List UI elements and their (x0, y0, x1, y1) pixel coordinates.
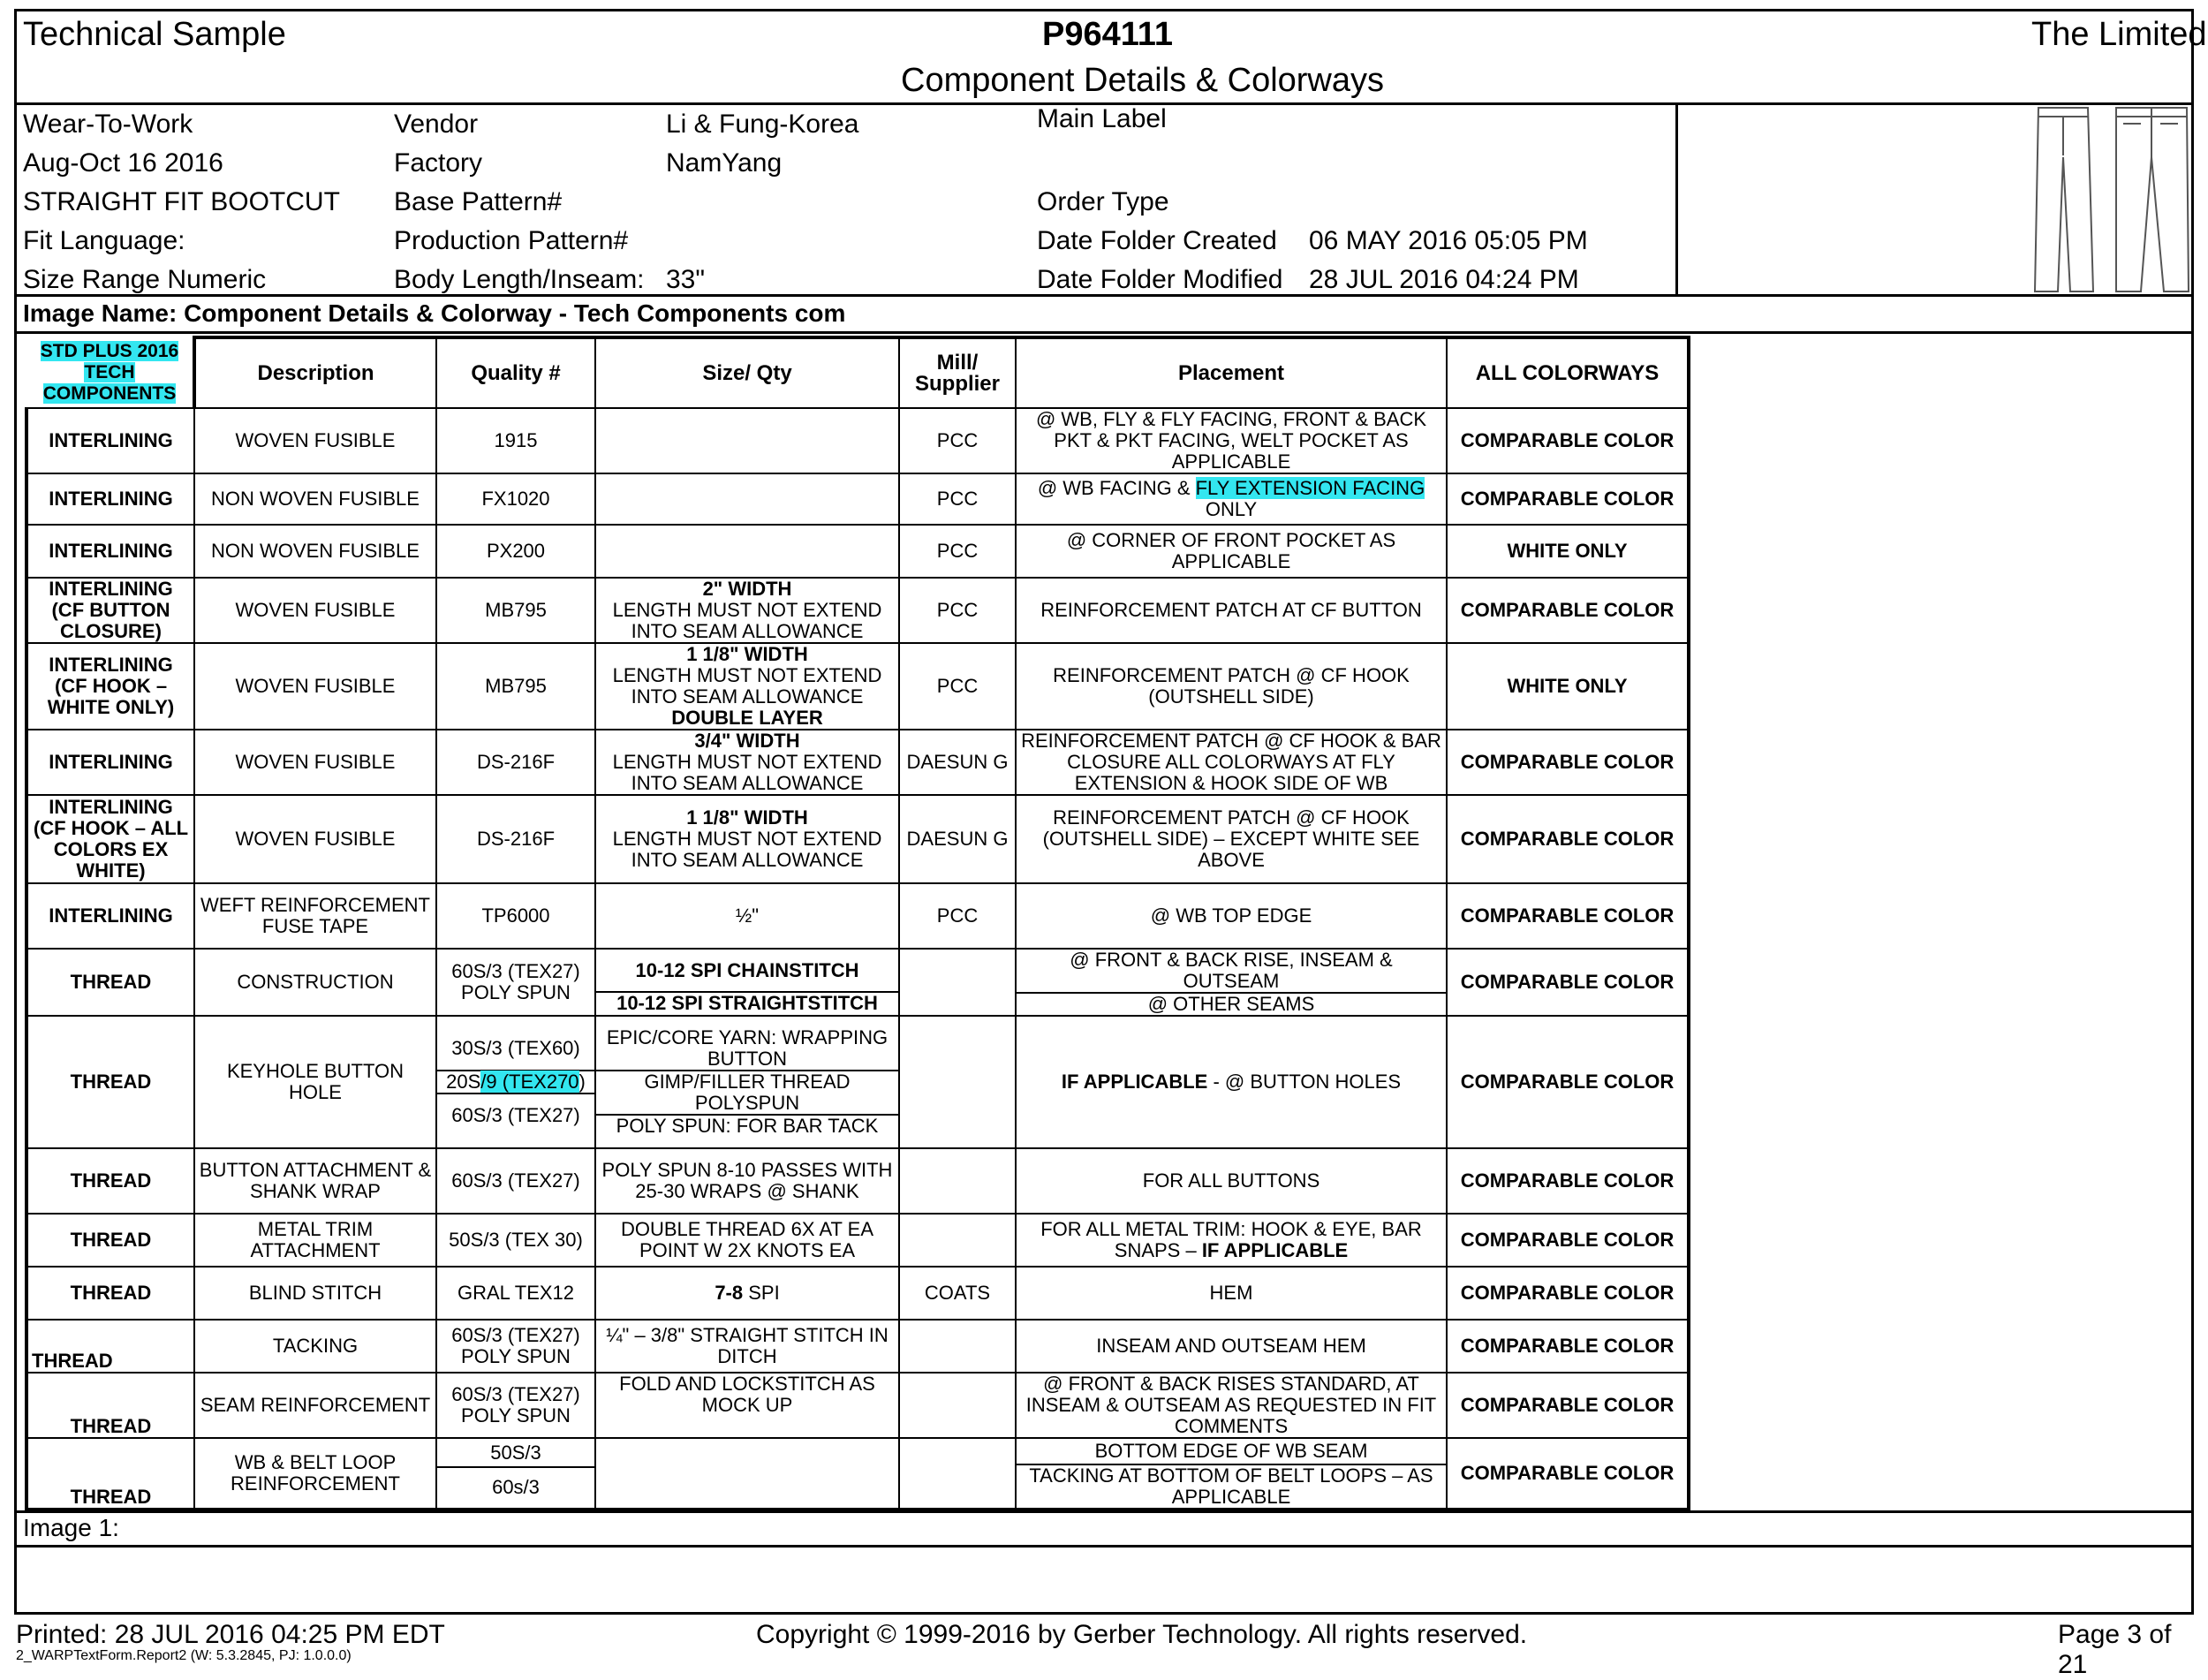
table-row (26, 578, 1689, 643)
size-qty (595, 1438, 899, 1510)
image1-label: Image 1: (23, 1514, 119, 1541)
mill-supplier (899, 949, 1016, 1016)
component-category: THREAD (26, 1267, 194, 1320)
placement: @ FRONT & BACK RISES STANDARD, AT INSEAM & OUTSEAM AS REQUESTED IN FIT COMMENTS (1016, 1373, 1447, 1438)
quality: 1915 (436, 408, 595, 473)
mill-supplier: PCC (899, 883, 1016, 949)
colorway: COMPARABLE COLOR (1447, 473, 1689, 525)
placement-text: - @ BUTTON HOLES (1207, 1071, 1402, 1093)
placement-line: BOTTOM EDGE OF WB SEAM (1094, 1440, 1368, 1462)
placement-text: ONLY (1205, 498, 1258, 520)
col-header-all-colorways: ALL COLORWAYS (1447, 337, 1689, 408)
size-note: LENGTH MUST NOT EXTEND INTO SEAM ALLOWANCE (612, 828, 882, 871)
placement-line: TACKING AT BOTTOM OF BELT LOOPS – AS APPLICABLE (1017, 1464, 1446, 1508)
footer-printed: Printed: 28 JUL 2016 04:25 PM EDT (16, 1620, 445, 1649)
size-qty (595, 643, 899, 730)
size-qty: ½" (595, 883, 899, 949)
image-name: Image Name: Component Details & Colorway - Tech Components com (23, 299, 846, 327)
rule (1675, 102, 1678, 295)
quality: 60S/3 (TEX27) (436, 1148, 595, 1214)
quality: MB795 (436, 643, 595, 730)
garment-sketch (2031, 104, 2190, 295)
description: TACKING (194, 1320, 436, 1373)
table-row (26, 1438, 1689, 1510)
colorway: COMPARABLE COLOR (1447, 730, 1689, 795)
colorway: COMPARABLE COLOR (1447, 1373, 1689, 1438)
table-row (26, 473, 1689, 525)
table-row (26, 949, 1689, 1016)
footer-copyright: Copyright © 1999-2016 by Gerber Technology. All rights reserved. (756, 1620, 1528, 1649)
size-qty (595, 1267, 899, 1320)
component-category: INTERLINING (CF BUTTON CLOSURE) (26, 578, 194, 643)
colorway: COMPARABLE COLOR (1447, 1148, 1689, 1214)
mill-supplier: PCC (899, 408, 1016, 473)
description: CONSTRUCTION (194, 949, 436, 1016)
colorway: COMPARABLE COLOR (1447, 1320, 1689, 1373)
quality-line: 60s/3 (437, 1466, 594, 1507)
quality: TP6000 (436, 883, 595, 949)
header-style-number: P964111 (1042, 16, 1173, 53)
header-right-title: The Limited (2031, 16, 2207, 53)
component-category: THREAD (26, 1016, 194, 1148)
corner-label: STD PLUS 2016 TECH COMPONENTS (40, 340, 179, 404)
colorway: COMPARABLE COLOR (1447, 795, 1689, 883)
placement: REINFORCEMENT PATCH @ CF HOOK (OUTSHELL SIDE) (1016, 643, 1447, 730)
col-header-placement: Placement (1016, 337, 1447, 408)
colorway: COMPARABLE COLOR (1447, 1267, 1689, 1320)
placement: @ WB, FLY & FLY FACING, FRONT & BACK PKT & PKT FACING, WELT POCKET AS APPLICABLE (1016, 408, 1447, 473)
col-header-mill-supplier: Mill/ Supplier (899, 337, 1016, 408)
size-qty (595, 730, 899, 795)
description: NON WOVEN FUSIBLE (194, 525, 436, 578)
placement: @ WB TOP EDGE (1016, 883, 1447, 949)
description: METAL TRIM ATTACHMENT (194, 1214, 436, 1267)
colorway: COMPARABLE COLOR (1447, 883, 1689, 949)
mill-supplier (899, 1214, 1016, 1267)
quality-line: 30S/3 (TEX60) (451, 1037, 580, 1059)
size-qty (595, 473, 899, 525)
table-row (26, 730, 1689, 795)
size-qty (595, 1016, 899, 1148)
meta-factory-value: NamYang (666, 148, 783, 178)
quality-line (437, 1070, 594, 1093)
placement-line: @ OTHER SEAMS (1017, 992, 1446, 1015)
quality-highlight: /9 (TEX270 (480, 1071, 579, 1093)
placement: @ CORNER OF FRONT POCKET AS APPLICABLE (1016, 525, 1447, 578)
size-layer: DOUBLE LAYER (671, 707, 823, 729)
mill-supplier (899, 1016, 1016, 1148)
mill-supplier: PCC (899, 643, 1016, 730)
size-line: GIMP/FILLER THREAD POLYSPUN (596, 1070, 898, 1114)
size-width: 3/4" WIDTH (694, 730, 800, 752)
size-qty: FOLD AND LOCKSTITCH AS MOCK UP (595, 1373, 899, 1438)
meta-season: Aug-Oct 16 2016 (23, 148, 223, 178)
size-qty: ¼" – 3/8" STRAIGHT STITCH IN DITCH (595, 1320, 899, 1373)
rule (14, 1545, 2194, 1548)
component-category: INTERLINING (26, 408, 194, 473)
mill-supplier: DAESUN G (899, 730, 1016, 795)
size-qty (595, 578, 899, 643)
size-note: LENGTH MUST NOT EXTEND INTO SEAM ALLOWANCE (612, 664, 882, 708)
placement: INSEAM AND OUTSEAM HEM (1016, 1320, 1447, 1373)
quality-text: 20S (446, 1071, 481, 1093)
size-line: 10-12 SPI STRAIGHTSTITCH (596, 991, 898, 1014)
corner-label-cell (26, 337, 194, 408)
component-category: INTERLINING (CF HOOK – WHITE ONLY) (26, 643, 194, 730)
size-qty: DOUBLE THREAD 6X AT EA POINT W 2X KNOTS EA (595, 1214, 899, 1267)
col-header-quality: Quality # (436, 337, 595, 408)
quality: 60S/3 (TEX27) POLY SPUN (436, 949, 595, 1016)
size-width: 2" WIDTH (702, 578, 792, 600)
mill-supplier: COATS (899, 1267, 1016, 1320)
table-row (26, 883, 1689, 949)
size-qty (595, 949, 899, 1016)
size-text: SPI (743, 1282, 780, 1304)
table-row (26, 1373, 1689, 1438)
size-line: POLY SPUN: FOR BAR TACK (596, 1114, 898, 1137)
meta-date-created-value: 06 MAY 2016 05:05 PM (1309, 226, 1588, 255)
meta-body-length-label: Body Length/Inseam: (394, 265, 645, 294)
description: WEFT REINFORCEMENT FUSE TAPE (194, 883, 436, 949)
placement: REINFORCEMENT PATCH @ CF HOOK (OUTSHELL SIDE) – EXCEPT WHITE SEE ABOVE (1016, 795, 1447, 883)
quality: 60S/3 (TEX27) POLY SPUN (436, 1320, 595, 1373)
placement: FOR ALL BUTTONS (1016, 1148, 1447, 1214)
mill-supplier: DAESUN G (899, 795, 1016, 883)
colorway: COMPARABLE COLOR (1447, 578, 1689, 643)
size-bold: 7-8 (715, 1282, 744, 1304)
meta-size-range: Size Range Numeric (23, 265, 267, 294)
component-category: THREAD (26, 1438, 194, 1510)
table-row (26, 408, 1689, 473)
size-qty (595, 525, 899, 578)
mill-supplier: PCC (899, 525, 1016, 578)
quality-text: ) (578, 1071, 586, 1093)
table-row (26, 1016, 1689, 1148)
meta-order-type-label: Order Type (1037, 187, 1169, 216)
component-category: INTERLINING (26, 883, 194, 949)
description: BLIND STITCH (194, 1267, 436, 1320)
quality: DS-216F (436, 730, 595, 795)
footer-page: Page 3 of 21 (2058, 1620, 2172, 1679)
table-row (26, 1214, 1689, 1267)
size-qty: POLY SPUN 8-10 PASSES WITH 25-30 WRAPS @ SHANK (595, 1148, 899, 1214)
mill-supplier: PCC (899, 578, 1016, 643)
colorway: COMPARABLE COLOR (1447, 1214, 1689, 1267)
placement-text: @ WB FACING & (1037, 477, 1196, 499)
placement (1016, 1438, 1447, 1510)
quality: 50S/3 (TEX 30) (436, 1214, 595, 1267)
meta-fit: STRAIGHT FIT BOOTCUT (23, 187, 340, 216)
table-row (26, 643, 1689, 730)
description: WOVEN FUSIBLE (194, 795, 436, 883)
colorway: COMPARABLE COLOR (1447, 408, 1689, 473)
component-category: INTERLINING (26, 730, 194, 795)
size-note: LENGTH MUST NOT EXTEND INTO SEAM ALLOWANCE (612, 751, 882, 794)
component-category: THREAD (26, 949, 194, 1016)
placement-text: FOR ALL METAL TRIM: HOOK & EYE, BAR SNAPS – (1040, 1218, 1422, 1261)
colorway: WHITE ONLY (1447, 643, 1689, 730)
description: WOVEN FUSIBLE (194, 408, 436, 473)
meta-date-modified-value: 28 JUL 2016 04:24 PM (1309, 265, 1579, 294)
placement (1016, 1214, 1447, 1267)
size-qty (595, 408, 899, 473)
colorway: COMPARABLE COLOR (1447, 1438, 1689, 1510)
placement (1016, 473, 1447, 525)
component-category: INTERLINING (26, 473, 194, 525)
component-category: INTERLINING (26, 525, 194, 578)
quality: GRAL TEX12 (436, 1267, 595, 1320)
table-row (26, 795, 1689, 883)
colorway: WHITE ONLY (1447, 525, 1689, 578)
component-category: THREAD (26, 1214, 194, 1267)
header-subtitle: Component Details & Colorways (901, 62, 1385, 99)
component-category: THREAD (26, 1320, 194, 1373)
placement: REINFORCEMENT PATCH @ CF HOOK & BAR CLOSURE ALL COLORWAYS AT FLY EXTENSION & HOOK SIDE OF WB (1016, 730, 1447, 795)
placement (1016, 1016, 1447, 1148)
meta-date-modified-label: Date Folder Modified (1037, 265, 1283, 294)
size-note: LENGTH MUST NOT EXTEND INTO SEAM ALLOWANCE (612, 599, 882, 642)
placement: REINFORCEMENT PATCH AT CF BUTTON (1016, 578, 1447, 643)
component-category: THREAD (26, 1148, 194, 1214)
meta-main-label: Main Label (1037, 104, 1167, 133)
mill-supplier (899, 1320, 1016, 1373)
meta-production-pattern-label: Production Pattern# (394, 226, 629, 255)
col-header-size-qty: Size/ Qty (595, 337, 899, 408)
components-table (25, 336, 1690, 1511)
placement-highlight: FLY EXTENSION FACING (1195, 477, 1425, 499)
quality: FX1020 (436, 473, 595, 525)
quality (436, 1016, 595, 1148)
footer-report: 2_WARPTextForm.Report2 (W: 5.3.2845, PJ: 1.0.0.0) (16, 1648, 352, 1663)
meta-body-length-value: 33" (666, 265, 706, 294)
size-width: 1 1/8" WIDTH (686, 806, 808, 829)
table-row (26, 525, 1689, 578)
quality: PX200 (436, 525, 595, 578)
quality: MB795 (436, 578, 595, 643)
table-row (26, 1267, 1689, 1320)
mill-supplier (899, 1438, 1016, 1510)
meta-fit-language: Fit Language: (23, 226, 185, 255)
placement-bold: IF APPLICABLE (1201, 1239, 1349, 1261)
meta-vendor-label: Vendor (394, 110, 479, 139)
placement (1016, 949, 1447, 1016)
description: BUTTON ATTACHMENT & SHANK WRAP (194, 1148, 436, 1214)
description: WOVEN FUSIBLE (194, 578, 436, 643)
table-header-row (26, 337, 1689, 408)
mill-supplier: PCC (899, 473, 1016, 525)
quality (436, 1438, 595, 1510)
meta-division: Wear-To-Work (23, 110, 193, 139)
size-line: 10-12 SPI CHAINSTITCH (635, 959, 859, 981)
meta-vendor-value: Li & Fung-Korea (666, 110, 859, 139)
size-width: 1 1/8" WIDTH (686, 643, 808, 665)
quality: DS-216F (436, 795, 595, 883)
table-row (26, 1148, 1689, 1214)
col-header-description: Description (194, 337, 436, 408)
colorway: COMPARABLE COLOR (1447, 1016, 1689, 1148)
placement-line: @ FRONT & BACK RISE, INSEAM & OUTSEAM (1070, 949, 1393, 992)
meta-base-pattern-label: Base Pattern# (394, 187, 563, 216)
table-row (26, 1320, 1689, 1373)
description: NON WOVEN FUSIBLE (194, 473, 436, 525)
mill-supplier (899, 1148, 1016, 1214)
placement: HEM (1016, 1267, 1447, 1320)
header-left-title: Technical Sample (23, 16, 286, 53)
component-category: THREAD (26, 1373, 194, 1438)
rule (14, 331, 2194, 334)
quality: 60S/3 (TEX27) POLY SPUN (436, 1373, 595, 1438)
description: WB & BELT LOOP REINFORCEMENT (194, 1438, 436, 1510)
colorway: COMPARABLE COLOR (1447, 949, 1689, 1016)
size-qty (595, 795, 899, 883)
component-category: INTERLINING (CF HOOK – ALL COLORS EX WHITE) (26, 795, 194, 883)
description: WOVEN FUSIBLE (194, 730, 436, 795)
meta-date-created-label: Date Folder Created (1037, 226, 1277, 255)
description: SEAM REINFORCEMENT (194, 1373, 436, 1438)
placement-bold: IF APPLICABLE (1061, 1071, 1208, 1093)
description: WOVEN FUSIBLE (194, 643, 436, 730)
mill-supplier (899, 1373, 1016, 1438)
meta-factory-label: Factory (394, 148, 483, 178)
size-line: EPIC/CORE YARN: WRAPPING BUTTON (606, 1026, 888, 1070)
quality-line: 50S/3 (490, 1442, 541, 1464)
quality-line: 60S/3 (TEX27) (437, 1093, 594, 1137)
description: KEYHOLE BUTTON HOLE (194, 1016, 436, 1148)
